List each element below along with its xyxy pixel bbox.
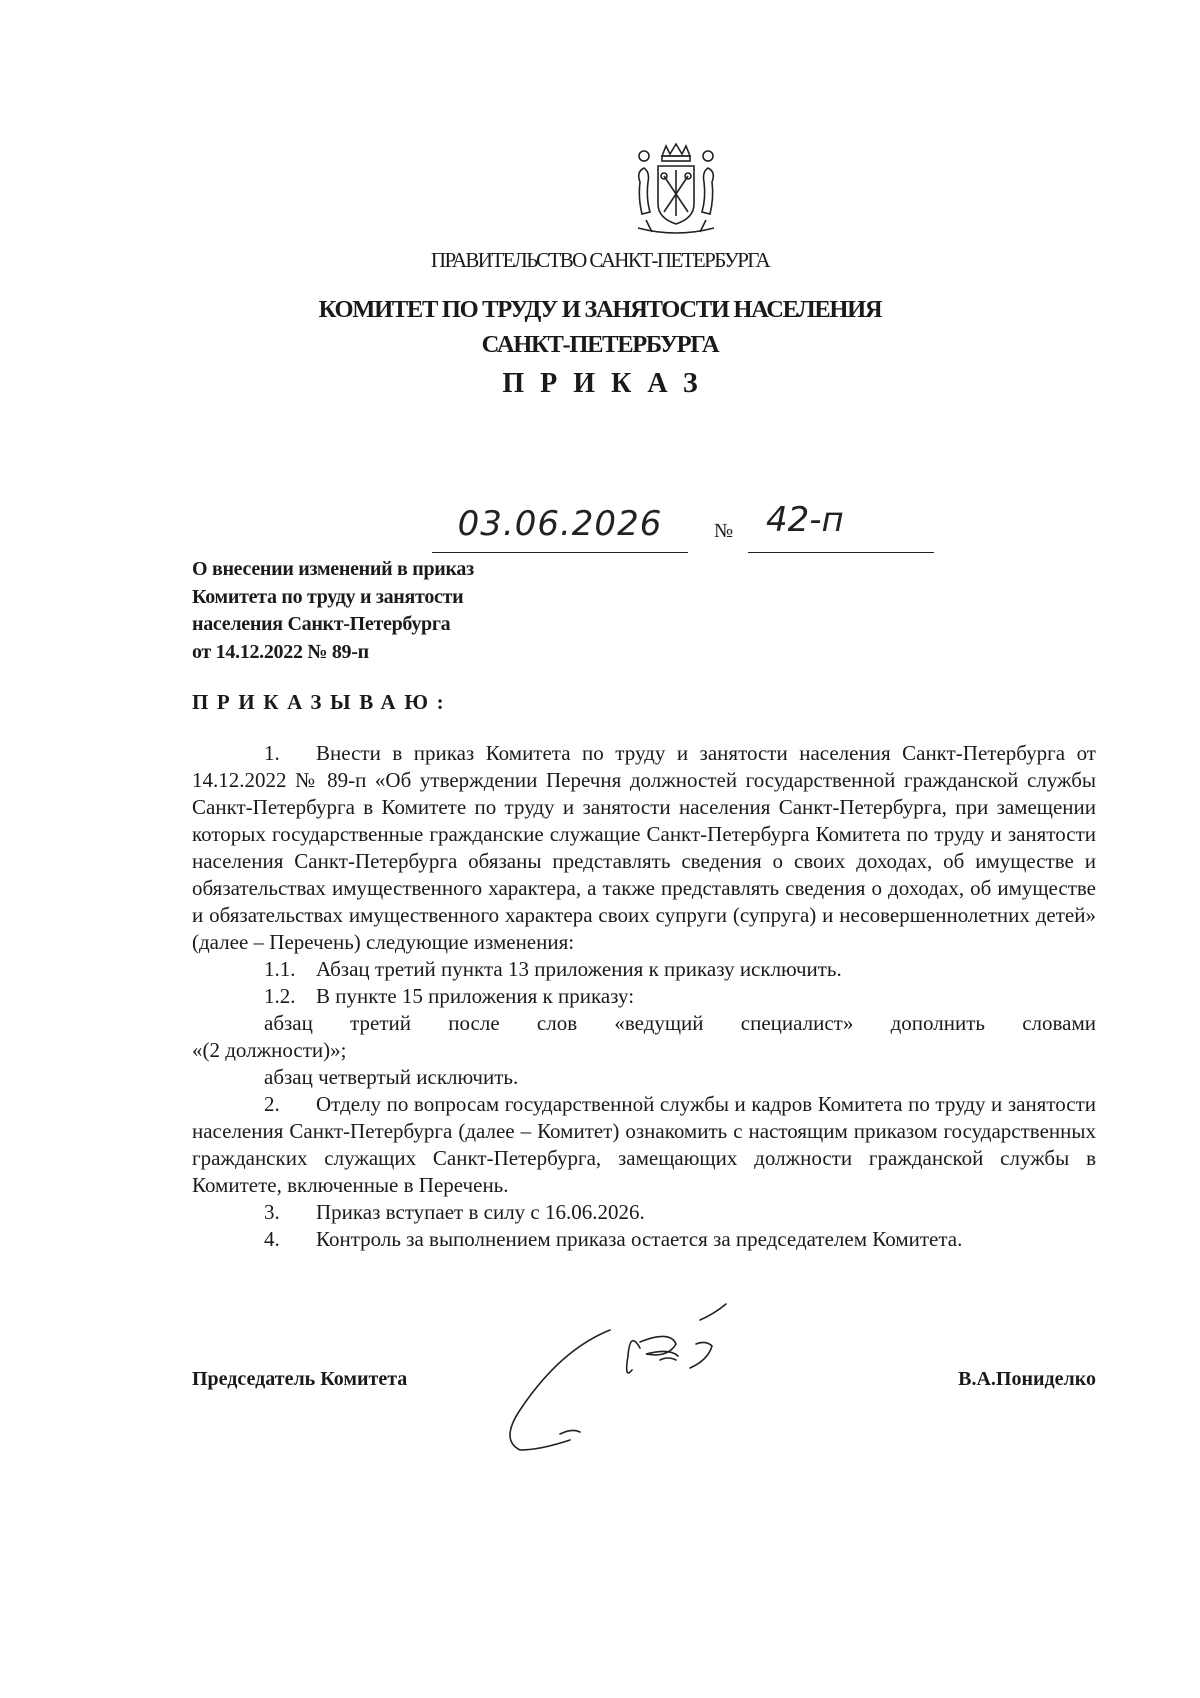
paragraph-number: 1.2. bbox=[264, 984, 296, 1008]
paragraph-number: 1. bbox=[264, 741, 280, 765]
signatory-name: В.А.Пониделко bbox=[958, 1368, 1096, 1390]
coat-of-arms-icon bbox=[632, 142, 720, 242]
order-body bbox=[192, 740, 1096, 1253]
document-type: ПРИКАЗ bbox=[502, 368, 714, 399]
paragraph-text: В пункте 15 приложения к приказу: bbox=[316, 984, 635, 1008]
paragraph-number: 2. bbox=[264, 1092, 280, 1116]
paragraph-text: Контроль за выполнением приказа остается за председателем Комитета. bbox=[316, 1227, 963, 1251]
paragraph-1 bbox=[192, 740, 1096, 956]
signatory-position: Председатель Комитета bbox=[192, 1368, 408, 1390]
handwritten-signature-icon bbox=[500, 1300, 760, 1470]
paragraph-1-1 bbox=[192, 956, 1096, 983]
paragraph-text: Абзац третий пункта 13 приложения к приказу исключить. bbox=[316, 957, 842, 981]
subject-line4: от 14.12.2022 № 89-п bbox=[192, 640, 369, 663]
paragraph-4 bbox=[192, 1226, 1096, 1253]
paragraph-text: Отделу по вопросам государственной службы и кадров Комитета по труду и занятости населения Санкт-Петербурга (далее – Комитет) ознакомить с настоящим приказом государственных гражданских служащих Санкт-Петербурга, замещающих должности гражданской службы в Комитете, включенные в Перечень. bbox=[192, 1092, 1096, 1197]
committee-name bbox=[0, 292, 1200, 362]
paragraph-number: 4. bbox=[264, 1227, 280, 1251]
subject-line3: населения Санкт-Петербурга bbox=[192, 613, 451, 635]
paragraph-2 bbox=[192, 1091, 1096, 1199]
committee-name-line1: КОМИТЕТ ПО ТРУДУ И ЗАНЯТОСТИ НАСЕЛЕНИЯ bbox=[318, 296, 882, 323]
paragraph-number: 3. bbox=[264, 1200, 280, 1224]
order-word: ПРИКАЗЫВАЮ: bbox=[192, 690, 453, 714]
government-name: ПРАВИТЕЛЬСТВО САНКТ-ПЕТЕРБУРГА bbox=[430, 248, 770, 272]
number-sign: № bbox=[714, 520, 734, 542]
paragraph-1-2-a-line2: «(2 должности)»; bbox=[192, 1038, 347, 1062]
order-number: 42-п bbox=[766, 500, 844, 540]
paragraph-1-2 bbox=[192, 983, 1096, 1010]
committee-name-line2: САНКТ-ПЕТЕРБУРГА bbox=[481, 331, 719, 358]
paragraph-text: Внести в приказ Комитета по труду и занятости населения Санкт-Петербурга от 14.12.2022 № 89-п «Об утверждении Перечня должностей государственной гражданской службы Санкт-Петербурга в Комитете по труду и занятости населения Санкт-Петербурга, при замещении которых государственные гражданские служащие Санкт-Петербурга Комитета по труду и занятости населения Санкт-Петербурга обязаны представлять сведения о своих доходах, об имуществе и обязательствах имущественного характера, а также представлять сведения о доходах, об имуществе и обязательствах имущественного характера своих супруги (супруга) и несовершеннолетних детей» (далее – Перечень) следующие изменения: bbox=[192, 741, 1096, 954]
paragraph-3 bbox=[192, 1199, 1096, 1226]
number-field bbox=[748, 500, 934, 553]
order-subject bbox=[192, 556, 474, 666]
paragraph-1-2-a-line1: абзац третий после слов «ведущий специалист» дополнить словами bbox=[264, 1011, 1096, 1035]
paragraph-1-2-b: абзац четвертый исключить. bbox=[264, 1065, 519, 1089]
paragraph-text: Приказ вступает в силу с 16.06.2026. bbox=[316, 1200, 645, 1224]
subject-line1: О внесении изменений в приказ bbox=[192, 558, 474, 580]
order-date: 03.06.2026 bbox=[457, 504, 663, 544]
date-field bbox=[432, 506, 688, 553]
paragraph-number: 1.1. bbox=[264, 957, 296, 981]
subject-line2: Комитета по труду и занятости bbox=[192, 585, 464, 608]
